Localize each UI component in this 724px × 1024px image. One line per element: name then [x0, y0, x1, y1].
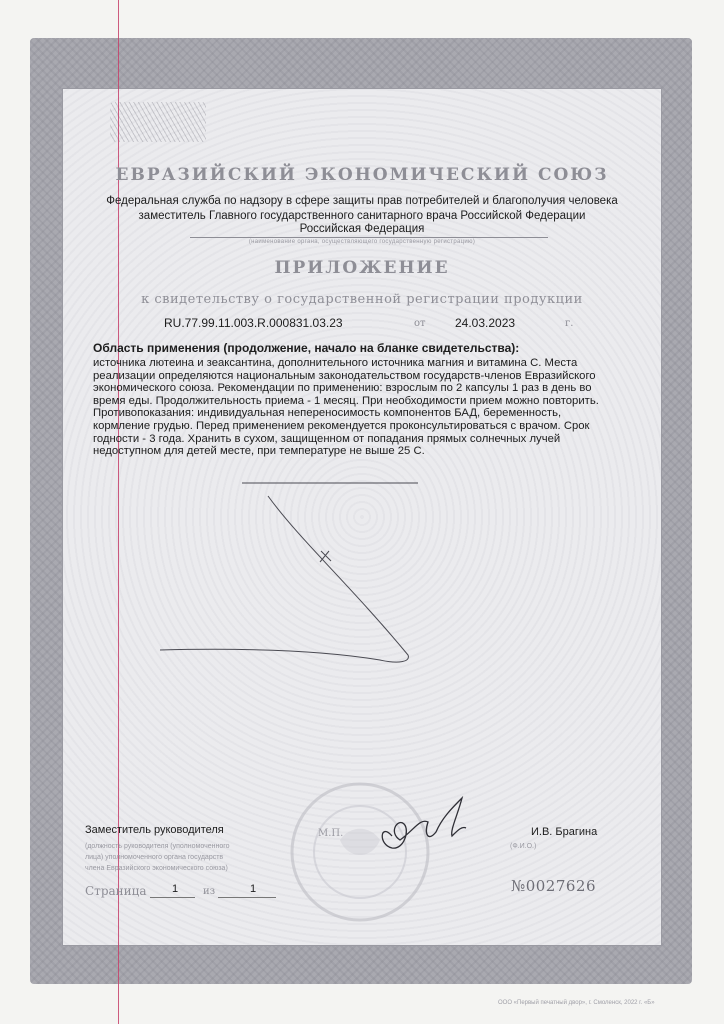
- authority-line-1: Федеральная служба по надзору в сфере защиты прав потребителей и благополучия человека: [106, 195, 618, 207]
- scope-line: экономического союза. Рекомендации по применению: взрослым по 2 капсулы 1 раз в день во: [93, 382, 592, 395]
- scope-line: реализации определяются национальным законодательством государств-членов Евразийского: [93, 369, 596, 382]
- authority-caption: (наименование органа, осуществляющего государственную регистрацию): [248, 239, 476, 245]
- seal-emblem: [340, 829, 380, 855]
- scope-line: время еды. Продолжительность приема - 1 месяц. При необходимости прием можно повторить.: [93, 394, 599, 407]
- page-label: Страница: [85, 884, 147, 898]
- appendix-title: ПРИЛОЖЕНИЕ: [274, 258, 450, 278]
- initials-caption: (Ф.И.О.): [510, 843, 537, 850]
- union-title: ЕВРАЗИЙСКИЙ ЭКОНОМИЧЕСКИЙ СОЮЗ: [115, 165, 609, 185]
- position-caption-line: (должность руководителя (уполномоченного: [85, 843, 230, 850]
- appendix-subtitle: к свидетельству о государственной регистрации продукции: [141, 292, 583, 307]
- registration-number: RU.77.99.11.003.R.000831.03.23: [164, 316, 343, 330]
- printer-imprint: ООО «Первый печатный двор», г. Смоленск, 2022 г. «Б»: [498, 1000, 655, 1006]
- page-number-underline: [150, 897, 195, 898]
- page-total: 1: [250, 883, 257, 895]
- scope-line: источника лютеина и зеаксантина, дополнительного источника магния и витамина С. Места: [93, 357, 578, 369]
- z-strike-mark: [160, 483, 418, 662]
- scope-line: годности - 3 года. Хранить в сухом, защищенном от попадания прямых солнечных лучей: [93, 432, 561, 445]
- scope-title: Область применения (продолжение, начало на бланке свидетельства):: [93, 341, 520, 355]
- page-number: 1: [172, 883, 179, 895]
- of-label: из: [203, 886, 216, 897]
- authority-line-2: заместитель Главного государственного санитарного врача Российской Федерации: [138, 210, 586, 222]
- registration-date: 24.03.2023: [455, 316, 516, 330]
- from-label: от: [414, 318, 426, 329]
- scope-line: кормление грудью. Перед применением рекомендуется проконсультироваться с врачом. Срок: [93, 419, 590, 432]
- cross-mark: [320, 551, 331, 562]
- position-caption-line: лица) уполномоченного органа государств: [85, 854, 224, 861]
- position-caption-line: члена Евразийского экономического союза): [85, 865, 228, 872]
- scope-line: недоступном для детей месте, при температуре не выше 25 С.: [93, 445, 425, 458]
- page-total-underline: [218, 897, 276, 898]
- signer-name: И.В. Брагина: [531, 826, 598, 838]
- serial-number: №0027626: [511, 877, 596, 895]
- scope-line: Противопоказания: индивидуальная непереносимость компонентов БАД, беременность,: [93, 407, 562, 420]
- signer-position: Заместитель руководителя: [85, 824, 224, 836]
- year-suffix: г.: [565, 318, 574, 329]
- position-caption: [85, 841, 230, 874]
- stamp-place-label: М.П.: [318, 828, 344, 839]
- authority-line-3: Российская Федерация: [299, 223, 425, 235]
